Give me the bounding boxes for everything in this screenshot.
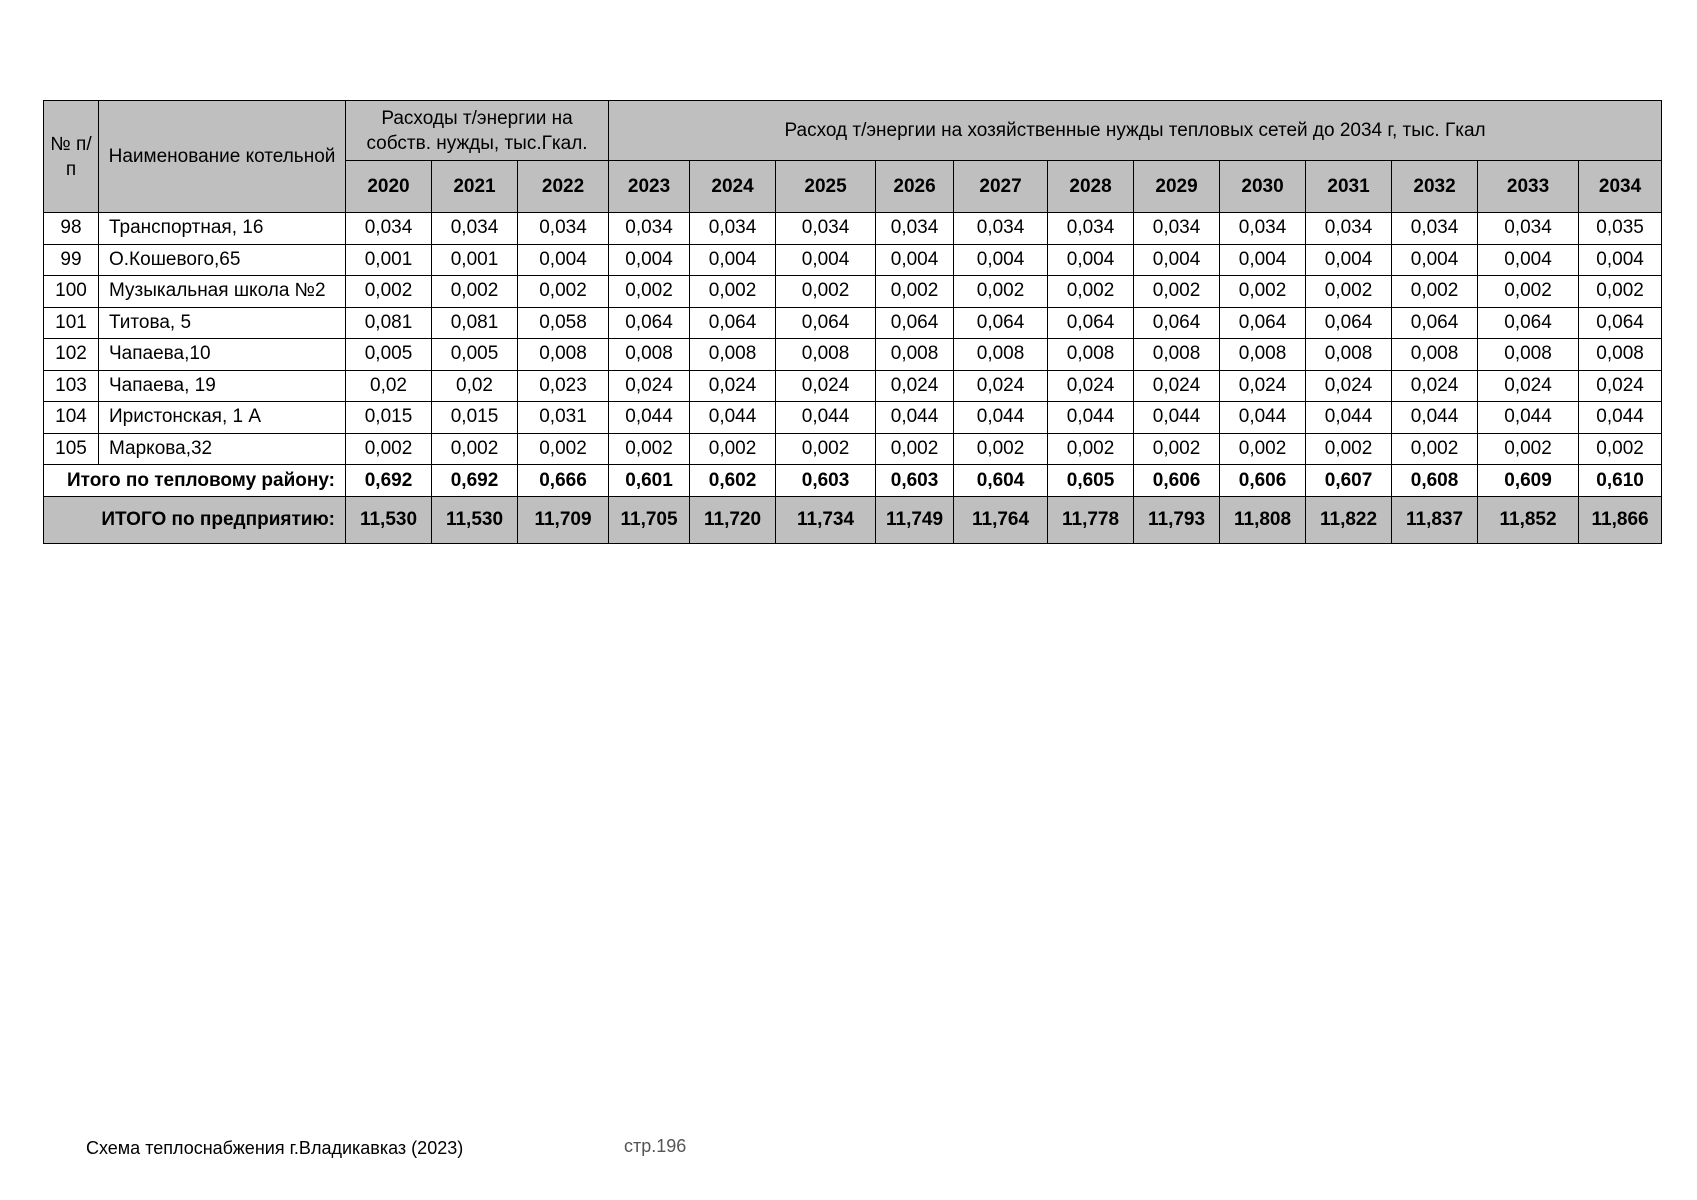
grand-total-row <box>44 497 1662 544</box>
value-cell: 0,002 <box>954 276 1048 308</box>
value-cell: 0,034 <box>1220 213 1306 245</box>
value-cell: 0,002 <box>1392 276 1478 308</box>
total-value-cell: 11,530 <box>346 497 432 544</box>
value-cell: 0,02 <box>432 370 518 402</box>
value-cell: 0,005 <box>432 339 518 371</box>
value-cell: 0,015 <box>346 402 432 434</box>
value-cell: 0,001 <box>346 244 432 276</box>
value-cell: 0,044 <box>690 402 776 434</box>
year-header: 2027 <box>954 161 1048 213</box>
header-num: № п/п <box>44 101 99 213</box>
total-value-cell: 0,609 <box>1478 465 1579 497</box>
total-value-cell: 0,610 <box>1579 465 1662 497</box>
total-value-cell: 11,734 <box>776 497 876 544</box>
value-cell: 0,002 <box>346 433 432 465</box>
value-cell: 0,064 <box>1392 307 1478 339</box>
total-value-cell: 11,778 <box>1048 497 1134 544</box>
year-header: 2023 <box>609 161 690 213</box>
value-cell: 0,015 <box>432 402 518 434</box>
total-value-cell: 0,602 <box>690 465 776 497</box>
value-cell: 0,008 <box>1392 339 1478 371</box>
value-cell: 0,002 <box>518 276 609 308</box>
value-cell: 0,024 <box>1392 370 1478 402</box>
value-cell: 0,005 <box>346 339 432 371</box>
value-cell: 0,064 <box>1134 307 1220 339</box>
year-header: 2026 <box>876 161 954 213</box>
boiler-name: Титова, 5 <box>99 307 346 339</box>
value-cell: 0,002 <box>1579 276 1662 308</box>
value-cell: 0,002 <box>346 276 432 308</box>
value-cell: 0,002 <box>432 276 518 308</box>
value-cell: 0,034 <box>609 213 690 245</box>
value-cell: 0,024 <box>1048 370 1134 402</box>
value-cell: 0,064 <box>609 307 690 339</box>
value-cell: 0,034 <box>1392 213 1478 245</box>
total-value-cell: 0,604 <box>954 465 1048 497</box>
value-cell: 0,008 <box>1478 339 1579 371</box>
value-cell: 0,002 <box>1306 433 1392 465</box>
value-cell: 0,064 <box>954 307 1048 339</box>
year-header: 2024 <box>690 161 776 213</box>
value-cell: 0,008 <box>954 339 1048 371</box>
value-cell: 0,002 <box>776 433 876 465</box>
value-cell: 0,034 <box>346 213 432 245</box>
value-cell: 0,031 <box>518 402 609 434</box>
year-header: 2033 <box>1478 161 1579 213</box>
total-value-cell: 0,606 <box>1220 465 1306 497</box>
value-cell: 0,034 <box>518 213 609 245</box>
value-cell: 0,064 <box>1220 307 1306 339</box>
boiler-name: О.Кошевого,65 <box>99 244 346 276</box>
value-cell: 0,008 <box>1048 339 1134 371</box>
header-network-needs: Расход т/энергии на хозяйственные нужды тепловых сетей до 2034 г, тыс. Гкал <box>609 101 1662 161</box>
total-value-cell: 11,793 <box>1134 497 1220 544</box>
value-cell: 0,002 <box>1478 276 1579 308</box>
value-cell: 0,002 <box>1048 276 1134 308</box>
value-cell: 0,004 <box>1134 244 1220 276</box>
value-cell: 0,002 <box>1478 433 1579 465</box>
header-name: Наименование котельной <box>99 101 346 213</box>
grand-total-row-label: ИТОГО по предприятию: <box>44 497 346 544</box>
total-value-cell: 0,603 <box>876 465 954 497</box>
value-cell: 0,044 <box>1478 402 1579 434</box>
subtotal-row-label: Итого по тепловому району: <box>44 465 346 497</box>
value-cell: 0,004 <box>1306 244 1392 276</box>
year-header: 2030 <box>1220 161 1306 213</box>
value-cell: 0,004 <box>1579 244 1662 276</box>
value-cell: 0,064 <box>876 307 954 339</box>
value-cell: 0,004 <box>518 244 609 276</box>
total-value-cell: 0,607 <box>1306 465 1392 497</box>
total-value-cell: 0,603 <box>776 465 876 497</box>
value-cell: 0,044 <box>776 402 876 434</box>
value-cell: 0,034 <box>1048 213 1134 245</box>
value-cell: 0,044 <box>876 402 954 434</box>
row-number: 100 <box>44 276 99 308</box>
value-cell: 0,002 <box>609 276 690 308</box>
value-cell: 0,034 <box>432 213 518 245</box>
value-cell: 0,002 <box>1220 433 1306 465</box>
header-own-needs: Расходы т/энергии на собств. нужды, тыс.Гкал. <box>346 101 609 161</box>
year-header: 2029 <box>1134 161 1220 213</box>
value-cell: 0,008 <box>690 339 776 371</box>
year-header: 2020 <box>346 161 432 213</box>
value-cell: 0,002 <box>876 433 954 465</box>
value-cell: 0,004 <box>1048 244 1134 276</box>
value-cell: 0,001 <box>432 244 518 276</box>
value-cell: 0,064 <box>1048 307 1134 339</box>
value-cell: 0,034 <box>1306 213 1392 245</box>
total-value-cell: 0,666 <box>518 465 609 497</box>
value-cell: 0,024 <box>776 370 876 402</box>
total-value-cell: 11,530 <box>432 497 518 544</box>
boiler-name: Транспортная, 16 <box>99 213 346 245</box>
value-cell: 0,004 <box>690 244 776 276</box>
value-cell: 0,035 <box>1579 213 1662 245</box>
boiler-name: Музыкальная школа №2 <box>99 276 346 308</box>
total-value-cell: 11,709 <box>518 497 609 544</box>
value-cell: 0,024 <box>1306 370 1392 402</box>
value-cell: 0,008 <box>1306 339 1392 371</box>
table-row <box>44 276 1662 308</box>
value-cell: 0,002 <box>690 276 776 308</box>
table-body <box>44 213 1662 544</box>
value-cell: 0,034 <box>776 213 876 245</box>
table-row <box>44 370 1662 402</box>
row-number: 104 <box>44 402 99 434</box>
total-value-cell: 0,601 <box>609 465 690 497</box>
value-cell: 0,023 <box>518 370 609 402</box>
value-cell: 0,034 <box>1478 213 1579 245</box>
value-cell: 0,044 <box>1220 402 1306 434</box>
subtotal-row <box>44 465 1662 497</box>
value-cell: 0,02 <box>346 370 432 402</box>
value-cell: 0,008 <box>1579 339 1662 371</box>
value-cell: 0,008 <box>876 339 954 371</box>
row-number: 102 <box>44 339 99 371</box>
value-cell: 0,008 <box>609 339 690 371</box>
value-cell: 0,004 <box>1392 244 1478 276</box>
footer-title: Схема теплоснабжения г.Владикавказ (2023) <box>86 1138 464 1158</box>
total-value-cell: 11,808 <box>1220 497 1306 544</box>
value-cell: 0,034 <box>690 213 776 245</box>
year-header: 2031 <box>1306 161 1392 213</box>
value-cell: 0,002 <box>954 433 1048 465</box>
value-cell: 0,002 <box>432 433 518 465</box>
value-cell: 0,064 <box>690 307 776 339</box>
value-cell: 0,044 <box>954 402 1048 434</box>
value-cell: 0,004 <box>1220 244 1306 276</box>
value-cell: 0,002 <box>690 433 776 465</box>
total-value-cell: 11,822 <box>1306 497 1392 544</box>
value-cell: 0,034 <box>1134 213 1220 245</box>
page-number: стр.196 <box>624 1136 687 1156</box>
value-cell: 0,024 <box>1579 370 1662 402</box>
total-value-cell: 11,705 <box>609 497 690 544</box>
table-row <box>44 213 1662 245</box>
value-cell: 0,064 <box>776 307 876 339</box>
value-cell: 0,004 <box>954 244 1048 276</box>
value-cell: 0,034 <box>954 213 1048 245</box>
value-cell: 0,058 <box>518 307 609 339</box>
total-value-cell: 11,837 <box>1392 497 1478 544</box>
table-row <box>44 307 1662 339</box>
value-cell: 0,044 <box>1134 402 1220 434</box>
value-cell: 0,002 <box>1134 433 1220 465</box>
year-header: 2022 <box>518 161 609 213</box>
boiler-name: Маркова,32 <box>99 433 346 465</box>
value-cell: 0,064 <box>1579 307 1662 339</box>
value-cell: 0,002 <box>1392 433 1478 465</box>
value-cell: 0,002 <box>1306 276 1392 308</box>
value-cell: 0,044 <box>1306 402 1392 434</box>
total-value-cell: 11,866 <box>1579 497 1662 544</box>
value-cell: 0,002 <box>518 433 609 465</box>
boiler-name: Чапаева, 19 <box>99 370 346 402</box>
value-cell: 0,034 <box>876 213 954 245</box>
year-header: 2028 <box>1048 161 1134 213</box>
year-header: 2032 <box>1392 161 1478 213</box>
value-cell: 0,002 <box>776 276 876 308</box>
total-value-cell: 0,608 <box>1392 465 1478 497</box>
total-value-cell: 11,749 <box>876 497 954 544</box>
value-cell: 0,024 <box>609 370 690 402</box>
total-value-cell: 11,720 <box>690 497 776 544</box>
value-cell: 0,008 <box>1220 339 1306 371</box>
total-value-cell: 0,605 <box>1048 465 1134 497</box>
value-cell: 0,064 <box>1478 307 1579 339</box>
value-cell: 0,044 <box>1048 402 1134 434</box>
value-cell: 0,044 <box>1392 402 1478 434</box>
value-cell: 0,044 <box>609 402 690 434</box>
value-cell: 0,002 <box>1134 276 1220 308</box>
value-cell: 0,004 <box>1478 244 1579 276</box>
value-cell: 0,002 <box>876 276 954 308</box>
value-cell: 0,024 <box>954 370 1048 402</box>
row-number: 103 <box>44 370 99 402</box>
value-cell: 0,064 <box>1306 307 1392 339</box>
value-cell: 0,024 <box>1220 370 1306 402</box>
value-cell: 0,004 <box>776 244 876 276</box>
value-cell: 0,008 <box>776 339 876 371</box>
year-header: 2034 <box>1579 161 1662 213</box>
value-cell: 0,024 <box>876 370 954 402</box>
value-cell: 0,008 <box>1134 339 1220 371</box>
total-value-cell: 0,692 <box>346 465 432 497</box>
boiler-name: Чапаева,10 <box>99 339 346 371</box>
boiler-name: Иристонская, 1 А <box>99 402 346 434</box>
row-number: 98 <box>44 213 99 245</box>
value-cell: 0,044 <box>1579 402 1662 434</box>
value-cell: 0,024 <box>1134 370 1220 402</box>
value-cell: 0,002 <box>1220 276 1306 308</box>
table-row <box>44 244 1662 276</box>
total-value-cell: 0,606 <box>1134 465 1220 497</box>
row-number: 99 <box>44 244 99 276</box>
value-cell: 0,004 <box>876 244 954 276</box>
value-cell: 0,024 <box>1478 370 1579 402</box>
total-value-cell: 11,764 <box>954 497 1048 544</box>
value-cell: 0,002 <box>1579 433 1662 465</box>
value-cell: 0,024 <box>690 370 776 402</box>
value-cell: 0,081 <box>432 307 518 339</box>
table-row <box>44 339 1662 371</box>
table-row <box>44 402 1662 434</box>
row-number: 101 <box>44 307 99 339</box>
year-header: 2025 <box>776 161 876 213</box>
year-header: 2021 <box>432 161 518 213</box>
value-cell: 0,002 <box>1048 433 1134 465</box>
consumption-table <box>43 100 1662 544</box>
table-header <box>44 101 1662 213</box>
value-cell: 0,081 <box>346 307 432 339</box>
total-value-cell: 11,852 <box>1478 497 1579 544</box>
row-number: 105 <box>44 433 99 465</box>
table-row <box>44 433 1662 465</box>
value-cell: 0,008 <box>518 339 609 371</box>
value-cell: 0,004 <box>609 244 690 276</box>
value-cell: 0,002 <box>609 433 690 465</box>
total-value-cell: 0,692 <box>432 465 518 497</box>
